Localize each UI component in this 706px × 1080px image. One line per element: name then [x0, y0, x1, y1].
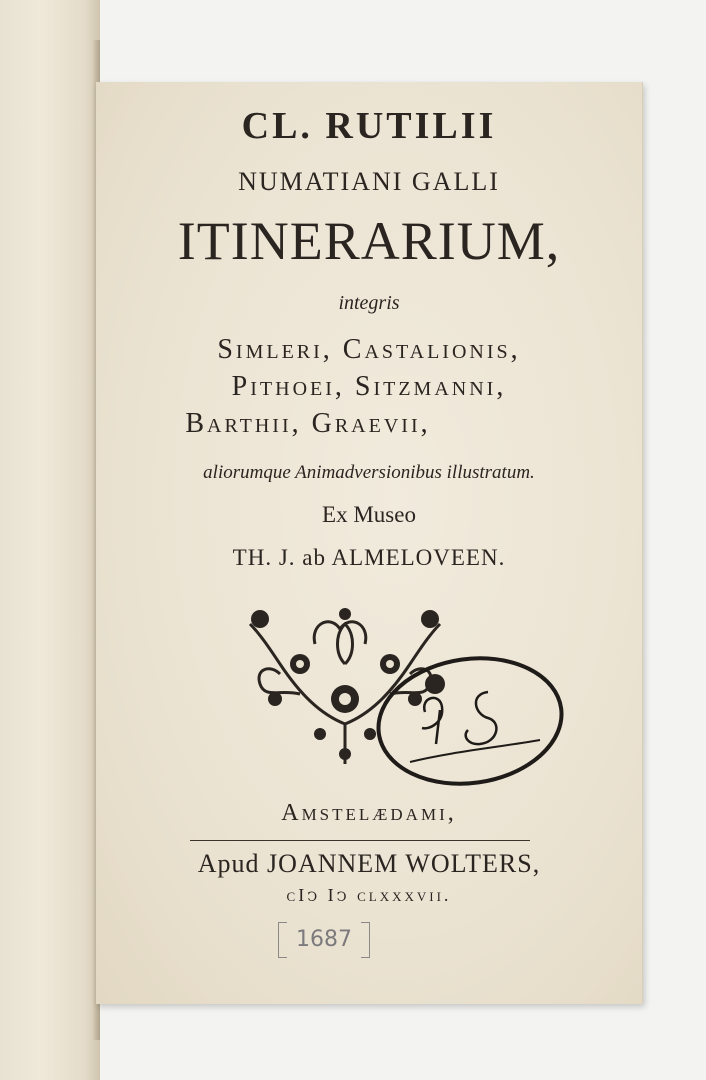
author-line: CL. RUTILII: [241, 105, 497, 147]
commentators-line-3: Barthii, Graevii,: [185, 408, 431, 439]
commentators-line-2: Pithoei, Sitzmanni,: [231, 371, 507, 402]
ownership-monogram-stamp-icon: [370, 652, 570, 790]
author-line-2: NUMATIANI GALLI: [238, 167, 500, 196]
imprint-city: Amstelædami,: [281, 800, 457, 826]
subtitle-illustratum: aliorumque Animadversionibus illustratum.: [203, 462, 535, 483]
editor-line: TH. J. ab ALMELOVEEN.: [232, 545, 506, 570]
pencil-shelfmark: 1687: [278, 920, 370, 960]
imprint-year: cIↄ Iↄ clxxxvii.: [286, 885, 452, 905]
subtitle-integris: integris: [338, 292, 400, 314]
left-page-edge: [0, 0, 100, 1080]
imprint-rule: [190, 840, 530, 841]
book-title: ITINERARIUM,: [177, 211, 561, 271]
ex-museo-line: Ex Museo: [322, 502, 416, 527]
commentators-line-1: Simleri, Castalionis,: [217, 334, 521, 365]
imprint-publisher: Apud JOANNEM WOLTERS,: [197, 849, 541, 878]
